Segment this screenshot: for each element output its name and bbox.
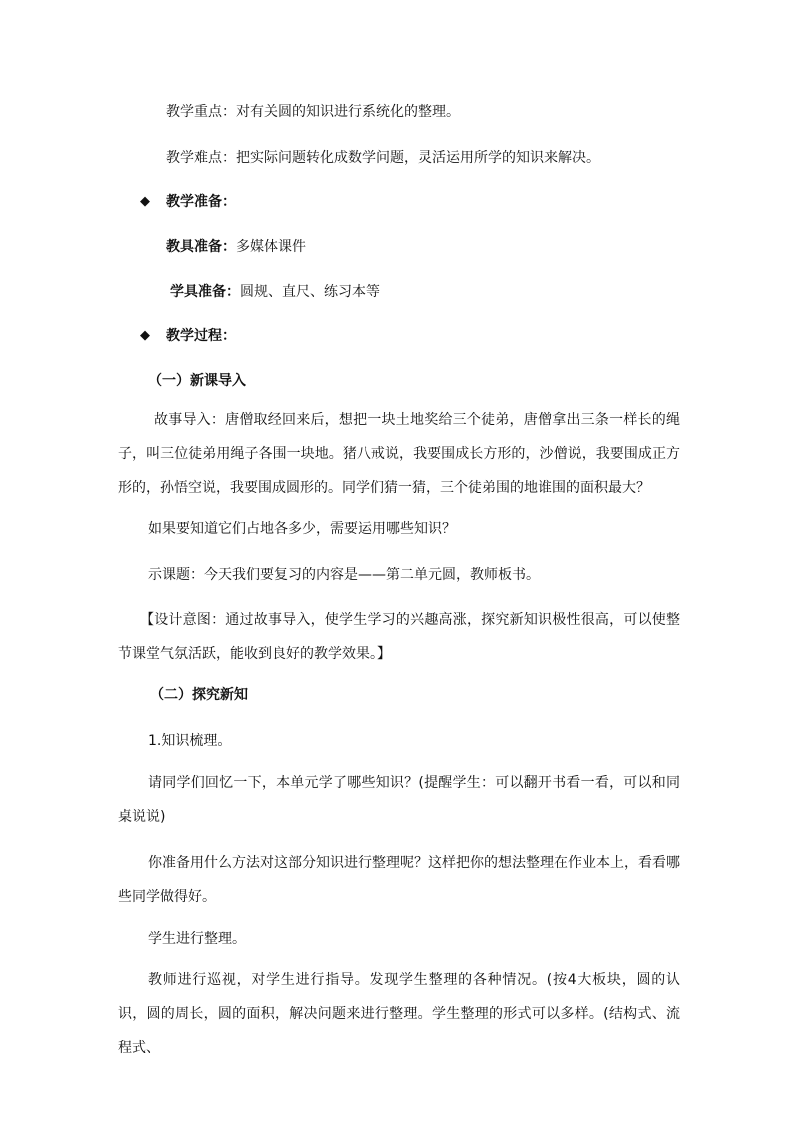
topic-text: 示课题：今天我们要复习的内容是——第二单元圆，教师板书。 — [148, 567, 540, 583]
story-paragraph: 故事导入：唐僧取经回来后，想把一块土地奖给三个徒弟，唐僧拿出三条一样长的绳子，叫三位徒弟用绳子各围一块地。猪八戒说，我要围成长方形的，沙僧说，我要围成正方形的，孙悟空说，我要围成圆形的。同学们猜一猜，三个徒弟围的地谁围的面积最大？ — [118, 412, 680, 496]
teacher-prep-value: 多媒体课件 — [236, 239, 306, 255]
student-prep-line — [170, 282, 380, 302]
student-prep-value: 圆规、直尺、练习本等 — [240, 284, 380, 300]
knowledge-item: 1.知识梳理。 — [148, 733, 232, 749]
prep-heading: 教学准备： — [166, 194, 236, 210]
diamond-bullet-icon: ◆ — [140, 328, 150, 343]
student-prep-label: 学具准备： — [170, 284, 240, 300]
section1-heading: （一）新课导入 — [148, 373, 246, 389]
key-point-text: 教学重点：对有关圆的知识进行系统化的整理。 — [166, 104, 460, 120]
method-paragraph: 你准备用什么方法对这部分知识进行整理呢？这样把你的想法整理在作业本上，看看哪些同学做得好。 — [118, 855, 680, 905]
teacher-prep-line — [166, 237, 306, 257]
diamond-bullet-icon: ◆ — [140, 194, 150, 209]
section2-heading: （二）探究新知 — [150, 687, 248, 703]
design-intent-paragraph: 【设计意图：通过故事导入，使学生学习的兴趣高涨，探究新知识极性很高，可以使整节课堂气氛活跃，能收到良好的教学效果。】 — [118, 612, 680, 662]
teacher-work-paragraph: 教师进行巡视，对学生进行指导。发现学生整理的各种情况。(按4大板块，圆的认识，圆的周长，圆的面积，解决问题来进行整理。学生整理的形式可以多样。(结构式、流程式、 — [118, 972, 680, 1056]
difficult-point-text: 教学难点：把实际问题转化成数学问题，灵活运用所学的知识来解决。 — [166, 150, 600, 166]
question-text: 如果要知道它们占地各多少，需要运用哪些知识？ — [148, 521, 456, 537]
teacher-prep-label: 教具准备： — [166, 239, 236, 255]
recall-paragraph: 请同学们回忆一下，本单元学了哪些知识？(提醒学生：可以翻开书看一看，可以和同桌说说) — [118, 775, 680, 825]
process-heading: 教学过程： — [166, 328, 236, 344]
student-work-text: 学生进行整理。 — [148, 931, 246, 947]
